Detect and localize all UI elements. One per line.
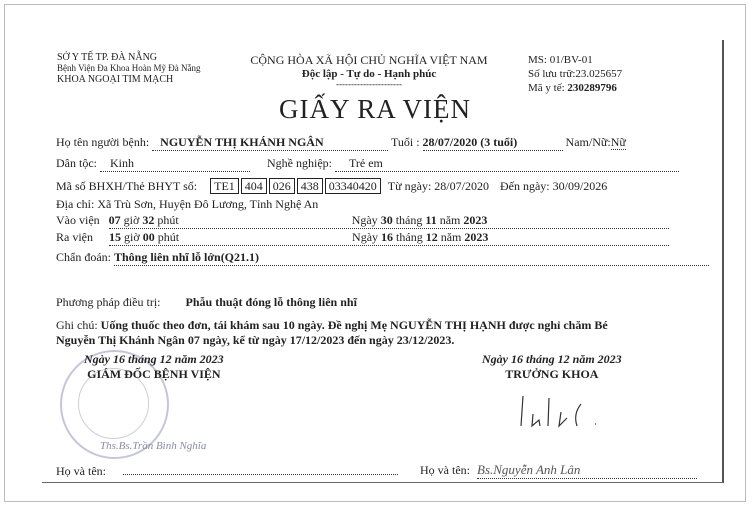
admission-day: 30 bbox=[380, 213, 393, 227]
header-right bbox=[528, 53, 622, 95]
insurance-part: 026 bbox=[269, 178, 295, 194]
signature-right bbox=[482, 352, 622, 382]
name-line bbox=[123, 462, 398, 475]
signature-left bbox=[84, 352, 224, 382]
country-title: CỘNG HÒA XÃ HỘI CHỦ NGHĨA VIỆT NAM bbox=[250, 53, 488, 67]
day-label: Ngày bbox=[351, 213, 378, 227]
hour-unit: giờ bbox=[123, 213, 140, 227]
row-right-name bbox=[420, 462, 697, 479]
motto: Độc lập - Tự do - Hạnh phúc bbox=[301, 68, 437, 80]
department-name: KHOA NGOẠI TIM MẠCH bbox=[57, 74, 174, 85]
note-line: Uống thuốc theo đơn, tái khám sau 10 ngày. Đề nghị Mẹ NGUYỄN THỊ HẠNH được nghỉ chăm Bé bbox=[100, 318, 608, 332]
diagnosis-value: Thông liên nhĩ lỗ lớn(Q21.1) bbox=[114, 250, 709, 266]
ethnic-value: Kinh bbox=[100, 156, 250, 172]
month-label: tháng bbox=[395, 213, 423, 227]
row-diagnosis bbox=[56, 250, 716, 266]
job-value: Trẻ em bbox=[335, 156, 679, 172]
ethnic-label: Dân tộc: bbox=[56, 156, 97, 170]
sex-label: Nam/Nữ: bbox=[565, 135, 611, 149]
sign-date: Ngày 16 tháng 12 năm 2023 bbox=[482, 352, 622, 366]
header-left bbox=[57, 52, 201, 85]
job-label: Nghề nghiệp: bbox=[267, 156, 332, 170]
insurance-part: 438 bbox=[297, 178, 323, 194]
treatment-value: Phẫu thuật đóng lỗ thông liên nhĩ bbox=[185, 295, 357, 309]
row-insurance bbox=[56, 178, 607, 194]
discharge-label: Ra viện bbox=[56, 230, 93, 244]
row-admission bbox=[56, 213, 716, 229]
head-signature-mark bbox=[515, 392, 605, 432]
insurance-label: Mã số BHXH/Thẻ BHYT số: bbox=[56, 179, 198, 193]
name-label: Họ và tên: bbox=[420, 463, 470, 477]
admission-minute: 32 bbox=[142, 213, 155, 227]
sign-date: Ngày 16 tháng 12 năm 2023 bbox=[84, 352, 224, 366]
name-label: Họ và tên: bbox=[56, 464, 106, 478]
discharge-year: 2023 bbox=[464, 230, 489, 244]
row-treatment bbox=[56, 295, 357, 310]
year-label: năm bbox=[439, 213, 461, 227]
health-department: SỞ Y TẾ TP. ĐÀ NẴNG bbox=[57, 52, 158, 63]
row-ethnic bbox=[56, 156, 716, 172]
note-line: Nguyễn Thị Khánh Ngân 07 ngày, kể từ ngày 17/12/2023 đến ngày 23/12/2023. bbox=[56, 333, 455, 347]
director-signature: Ths.Bs.Trần Bình Nghĩa bbox=[100, 440, 207, 452]
row-patient bbox=[56, 135, 716, 151]
row-left-name bbox=[56, 462, 398, 479]
row-note bbox=[56, 318, 608, 348]
hospital-name: Bệnh Viện Đa Khoa Hoàn Mỹ Đà Nẵng bbox=[57, 63, 201, 73]
medical-id-label: Mã y tế: bbox=[528, 82, 565, 94]
diagnosis-label: Chẩn đoán: bbox=[56, 250, 111, 264]
discharge-hour: 15 bbox=[109, 230, 121, 244]
row-discharge bbox=[56, 230, 716, 246]
month-label: tháng bbox=[396, 230, 423, 244]
insurance-to: Đến ngày: 30/09/2026 bbox=[499, 179, 608, 193]
document-title: GIẤY RA VIỆN bbox=[279, 94, 471, 124]
patient-sex: Nữ bbox=[610, 135, 626, 149]
admission-month: 11 bbox=[425, 213, 437, 227]
insurance-part: 404 bbox=[241, 178, 267, 194]
admission-label: Vào viện bbox=[56, 213, 100, 227]
day-label: Ngày bbox=[352, 230, 379, 244]
medical-id: 230289796 bbox=[567, 82, 617, 94]
form-code: MS: 01/BV-01 bbox=[528, 54, 593, 66]
patient-age: 28/07/2020 (3 tuổi) bbox=[423, 135, 563, 151]
discharge-day: 16 bbox=[381, 230, 394, 244]
discharge-minute: 00 bbox=[142, 230, 155, 244]
note-label: Ghi chú: bbox=[56, 318, 98, 332]
patient-name: NGUYỄN THỊ KHÁNH NGÂN bbox=[152, 135, 388, 151]
sign-role: GIÁM ĐỐC BỆNH VIỆN bbox=[87, 367, 221, 381]
motto-rule: ---------------------- bbox=[336, 79, 402, 89]
age-label: Tuổi : bbox=[390, 135, 420, 149]
discharge-month: 12 bbox=[425, 230, 438, 244]
head-signature: Bs.Nguyễn Anh Lân bbox=[477, 462, 697, 479]
minute-unit: phút bbox=[157, 213, 179, 227]
year-label: năm bbox=[440, 230, 462, 244]
address: Địa chỉ: Xã Trù Sơn, Huyện Đô Lương, Tỉnh Nghệ An bbox=[56, 197, 319, 211]
insurance-part: TE1 bbox=[210, 178, 239, 194]
archive-number: Số lưu trữ:23.025657 bbox=[528, 68, 623, 80]
admission-hour: 07 bbox=[108, 213, 121, 227]
admission-year: 2023 bbox=[463, 213, 488, 227]
insurance-part: 03340420 bbox=[325, 178, 381, 194]
insurance-from: Từ ngày: 28/07/2020 bbox=[387, 179, 489, 193]
minute-unit: phút bbox=[157, 230, 180, 244]
header-center bbox=[236, 53, 502, 89]
sign-role: TRƯỞNG KHOA bbox=[505, 367, 599, 381]
treatment-label: Phương pháp điều trị: bbox=[56, 295, 161, 309]
name-label: Họ tên người bệnh: bbox=[56, 135, 150, 149]
hour-unit: giờ bbox=[124, 230, 140, 244]
